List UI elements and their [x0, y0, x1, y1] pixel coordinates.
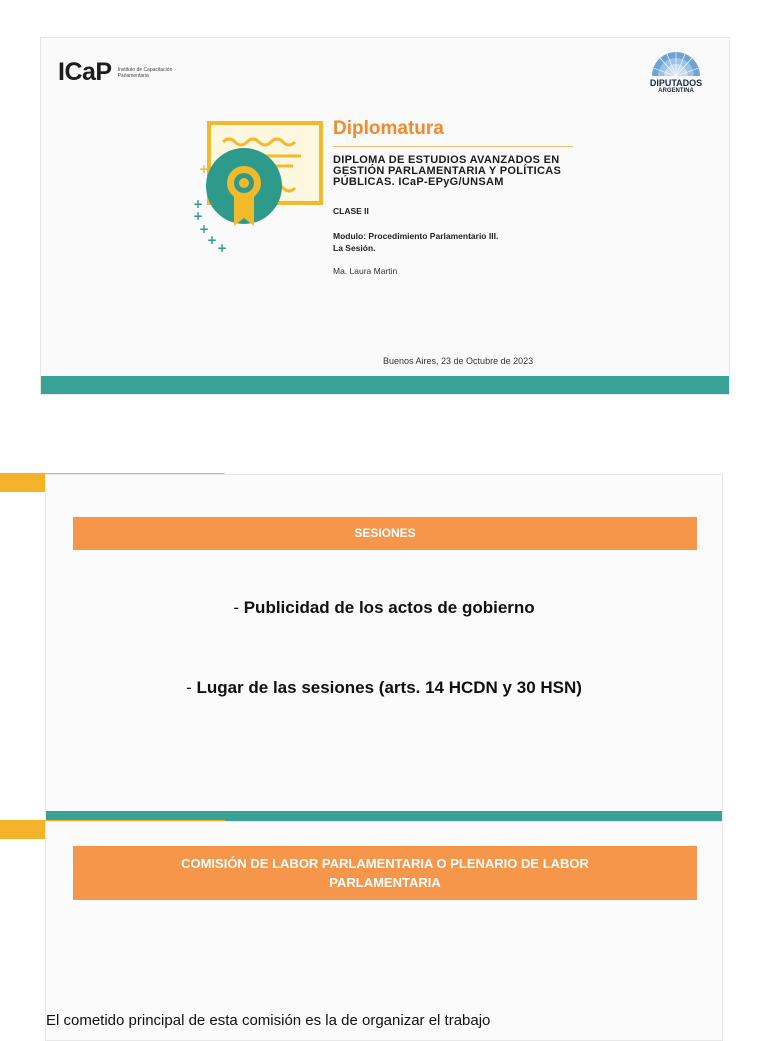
- module-line-1: Modulo: Procedimiento Parlamentario III.: [333, 231, 499, 241]
- header-line-1: COMISIÓN DE LABOR PARLAMENTARIA O PLENARIO DE LABOR: [181, 856, 589, 871]
- section-header: SESIONES: [73, 517, 697, 550]
- bullet-item: - Publicidad de los actos de gobierno: [233, 598, 535, 617]
- logo-subtitle: Instituto de Capacitación Parlamentaria: [117, 66, 173, 79]
- partner-subtitle: ARGENTINA: [658, 88, 694, 94]
- svg-text:+: +: [207, 233, 218, 247]
- bullet-text: Publicidad de los actos de gobierno: [243, 598, 535, 617]
- slide-heading: Diplomatura: [333, 118, 573, 147]
- section-header: [73, 846, 697, 900]
- logo-text: ICaP: [58, 58, 112, 86]
- diploma-description: DIPLOMA DE ESTUDIOS AVANZADOS EN GESTIÓN PARLAMENTARIA Y POLÍTICAS PÚBLICAS. ICaP-EPyG/UNSAM: [333, 154, 562, 188]
- module-label: [333, 230, 573, 254]
- svg-text:+: +: [199, 222, 210, 236]
- title-slide: [40, 37, 730, 395]
- bullet-item: - Lugar de las sesiones (arts. 14 HCDN y 30 HSN): [186, 678, 582, 697]
- diputados-logo: [637, 52, 715, 94]
- svg-text:+: +: [193, 197, 204, 211]
- bullet-text: Lugar de las sesiones (arts. 14 HCDN y 30 HSN): [196, 678, 582, 697]
- body-text: El cometido principal de esta comisión es la de organizar el trabajo: [46, 1012, 491, 1029]
- header-line-2: PARLAMENTARIA: [329, 875, 441, 890]
- labor-parlamentaria-slide: [45, 821, 723, 1041]
- author-name: Ma. Laura Martin: [333, 266, 398, 276]
- date-label: Buenos Aires, 23 de Octubre de 2023: [383, 356, 534, 366]
- module-line-2: La Sesión.: [333, 243, 376, 253]
- title-text-block: [333, 118, 573, 276]
- svg-text:+: +: [217, 241, 228, 255]
- parliament-dome-icon: [650, 52, 702, 76]
- sesiones-slide: [45, 474, 723, 826]
- svg-text:+: +: [199, 162, 210, 176]
- icap-logo: [58, 58, 178, 87]
- certificate-icon: [189, 118, 329, 278]
- footer-bar: [41, 376, 729, 394]
- class-label: CLASE II: [333, 206, 369, 216]
- partner-title: DIPUTADOS: [649, 78, 703, 88]
- svg-text:+: +: [193, 209, 204, 223]
